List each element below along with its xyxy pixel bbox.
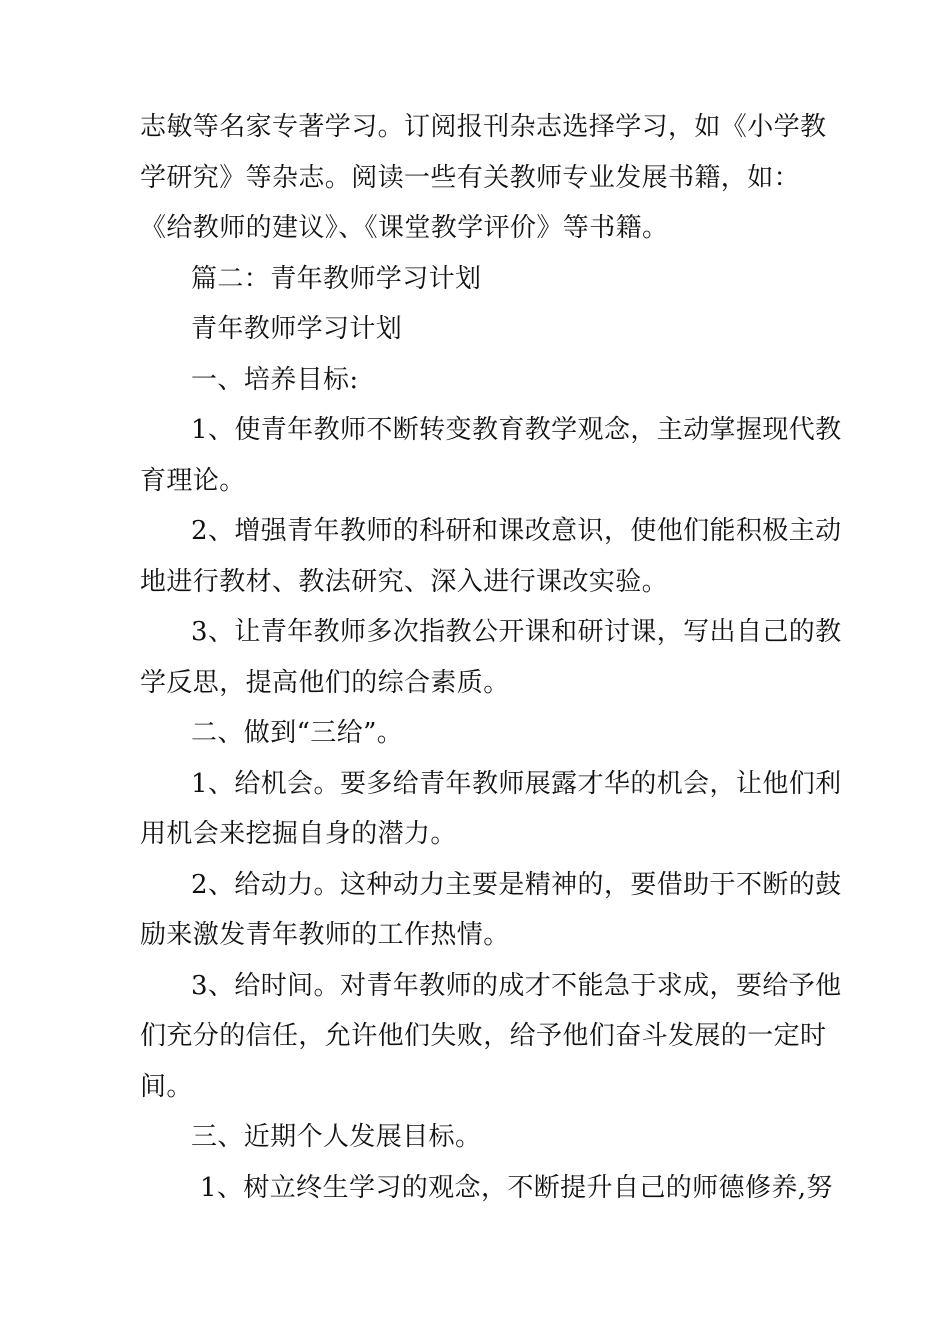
text-line: 3、让青年教师多次指教公开课和研讨课，写出自己的教	[191, 617, 842, 647]
text-line: 学研究》等杂志。阅读一些有关教师专业发展书籍，如：	[140, 163, 801, 193]
text-line: 育理论。	[140, 466, 246, 496]
text-line: 志敏等名家专著学习。订阅报刊杂志选择学习，如《小学教	[140, 112, 827, 142]
document-title: 青年教师学习计划	[191, 314, 403, 344]
text-line: 励来激发青年教师的工作热情。	[140, 920, 510, 950]
text-line: 学反思，提高他们的综合素质。	[140, 668, 510, 698]
text-line: 2、给动力。这种动力主要是精神的，要借助于不断的鼓	[191, 870, 842, 900]
section-title: 篇二：青年教师学习计划	[191, 264, 482, 294]
text-line: 1、给机会。要多给青年教师展露才华的机会，让他们利	[191, 769, 842, 799]
section-heading: 一、培养目标:	[191, 365, 359, 395]
section-heading: 三、近期个人发展目标。	[191, 1122, 482, 1152]
section-heading: 二、做到“三给”。	[191, 718, 404, 748]
text-line: 们充分的信任，允许他们失败，给予他们奋斗发展的一定时	[140, 1021, 827, 1051]
text-line: 2、增强青年教师的科研和课改意识，使他们能积极主动	[191, 516, 842, 546]
text-line: 用机会来挖掘自身的潜力。	[140, 819, 457, 849]
text-line: 1、树立终生学习的观念，不断提升自己的师德修养,努	[200, 1173, 833, 1203]
text-line: 间。	[140, 1072, 193, 1102]
text-line: 地进行教材、教法研究、深入进行课改实验。	[140, 567, 669, 597]
text-line: 《给教师的建议》、《课堂教学评价》等书籍。	[140, 213, 669, 243]
text-line: 3、给时间。对青年教师的成才不能急于求成，要给予他	[191, 971, 842, 1001]
text-line: 1、使青年教师不断转变教育教学观念，主动掌握现代教	[191, 415, 842, 445]
